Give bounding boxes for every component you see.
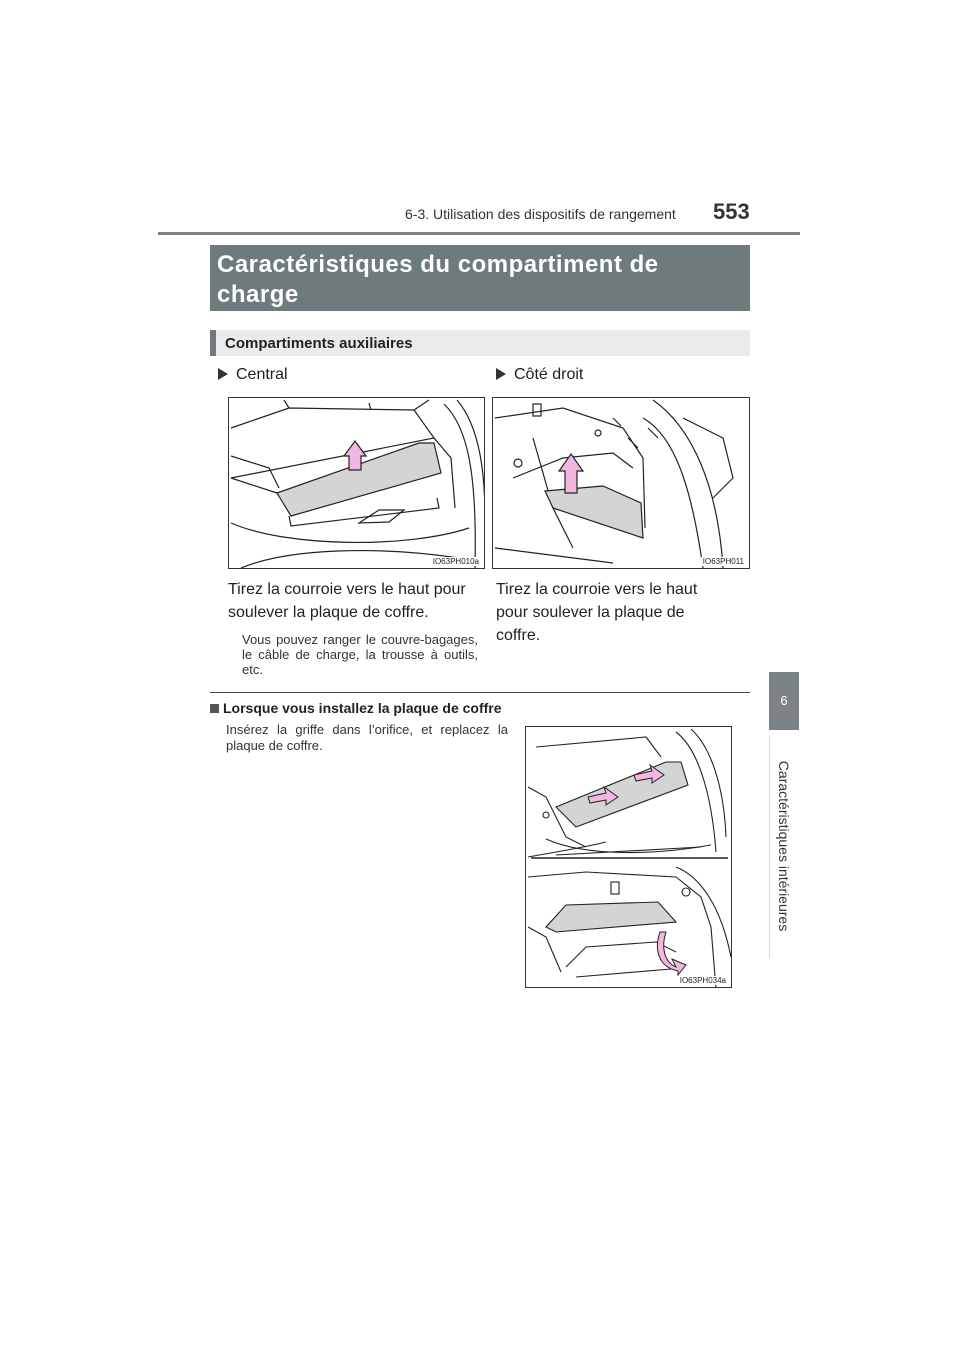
central-instruction-line2: soulever la plaque de coffre. (228, 604, 429, 621)
triangle-bullet-icon (218, 368, 228, 380)
section-title-line2: charge (217, 281, 299, 308)
trunk-install-illustration (526, 727, 732, 988)
triangle-bullet-icon (496, 368, 506, 380)
caption-right-side (496, 366, 583, 384)
figure-central (228, 397, 485, 569)
caption-central-label: Central (236, 366, 288, 383)
lift-arrow-icon (559, 454, 583, 493)
right-side-instruction (496, 578, 746, 647)
right-instruction-line1: Tirez la courroie vers le haut (496, 581, 698, 598)
install-heading (210, 700, 502, 716)
rotate-arrow-icon (657, 932, 686, 975)
square-bullet-icon (210, 704, 219, 713)
central-instruction-line1: Tirez la courroie vers le haut pour (228, 581, 466, 598)
figure-right-code: IO63PH011 (702, 557, 744, 566)
caption-right-label: Côté droit (514, 366, 584, 383)
section-title-line1: Caractéristiques du compartiment de (217, 251, 659, 278)
figure-install (525, 726, 732, 988)
page-number: 553 (713, 199, 750, 224)
install-text: Insérez la griffe dans l’orifice, et replacez la plaque de coffre. (226, 722, 508, 753)
central-note: Vous pouvez ranger le couvre-bagages, le câble de charge, la trousse à outils, etc. (242, 632, 478, 677)
trunk-right-side-illustration (493, 398, 750, 569)
right-instruction-line2: pour soulever la plaque de (496, 604, 685, 621)
header-rule (158, 232, 800, 235)
header-section-path: 6-3. Utilisation des dispositifs de rangement (405, 206, 676, 222)
chapter-title: Caractéristiques intérieures (776, 760, 792, 932)
chapter-tab[interactable]: 6 (769, 672, 799, 730)
right-instruction-line3: coffre. (496, 627, 541, 644)
figure-central-code: IO63PH010a (432, 557, 479, 566)
section-divider (210, 692, 750, 693)
central-instruction (228, 578, 480, 624)
caption-central (218, 366, 288, 384)
figure-right-side (492, 397, 750, 569)
trunk-central-illustration (229, 398, 485, 569)
subheading: Compartiments auxiliaires (210, 330, 750, 356)
section-title (210, 245, 750, 311)
install-heading-label: Lorsque vous installez la plaque de coffre (223, 700, 502, 716)
figure-install-code: IO63PH034a (679, 976, 726, 985)
